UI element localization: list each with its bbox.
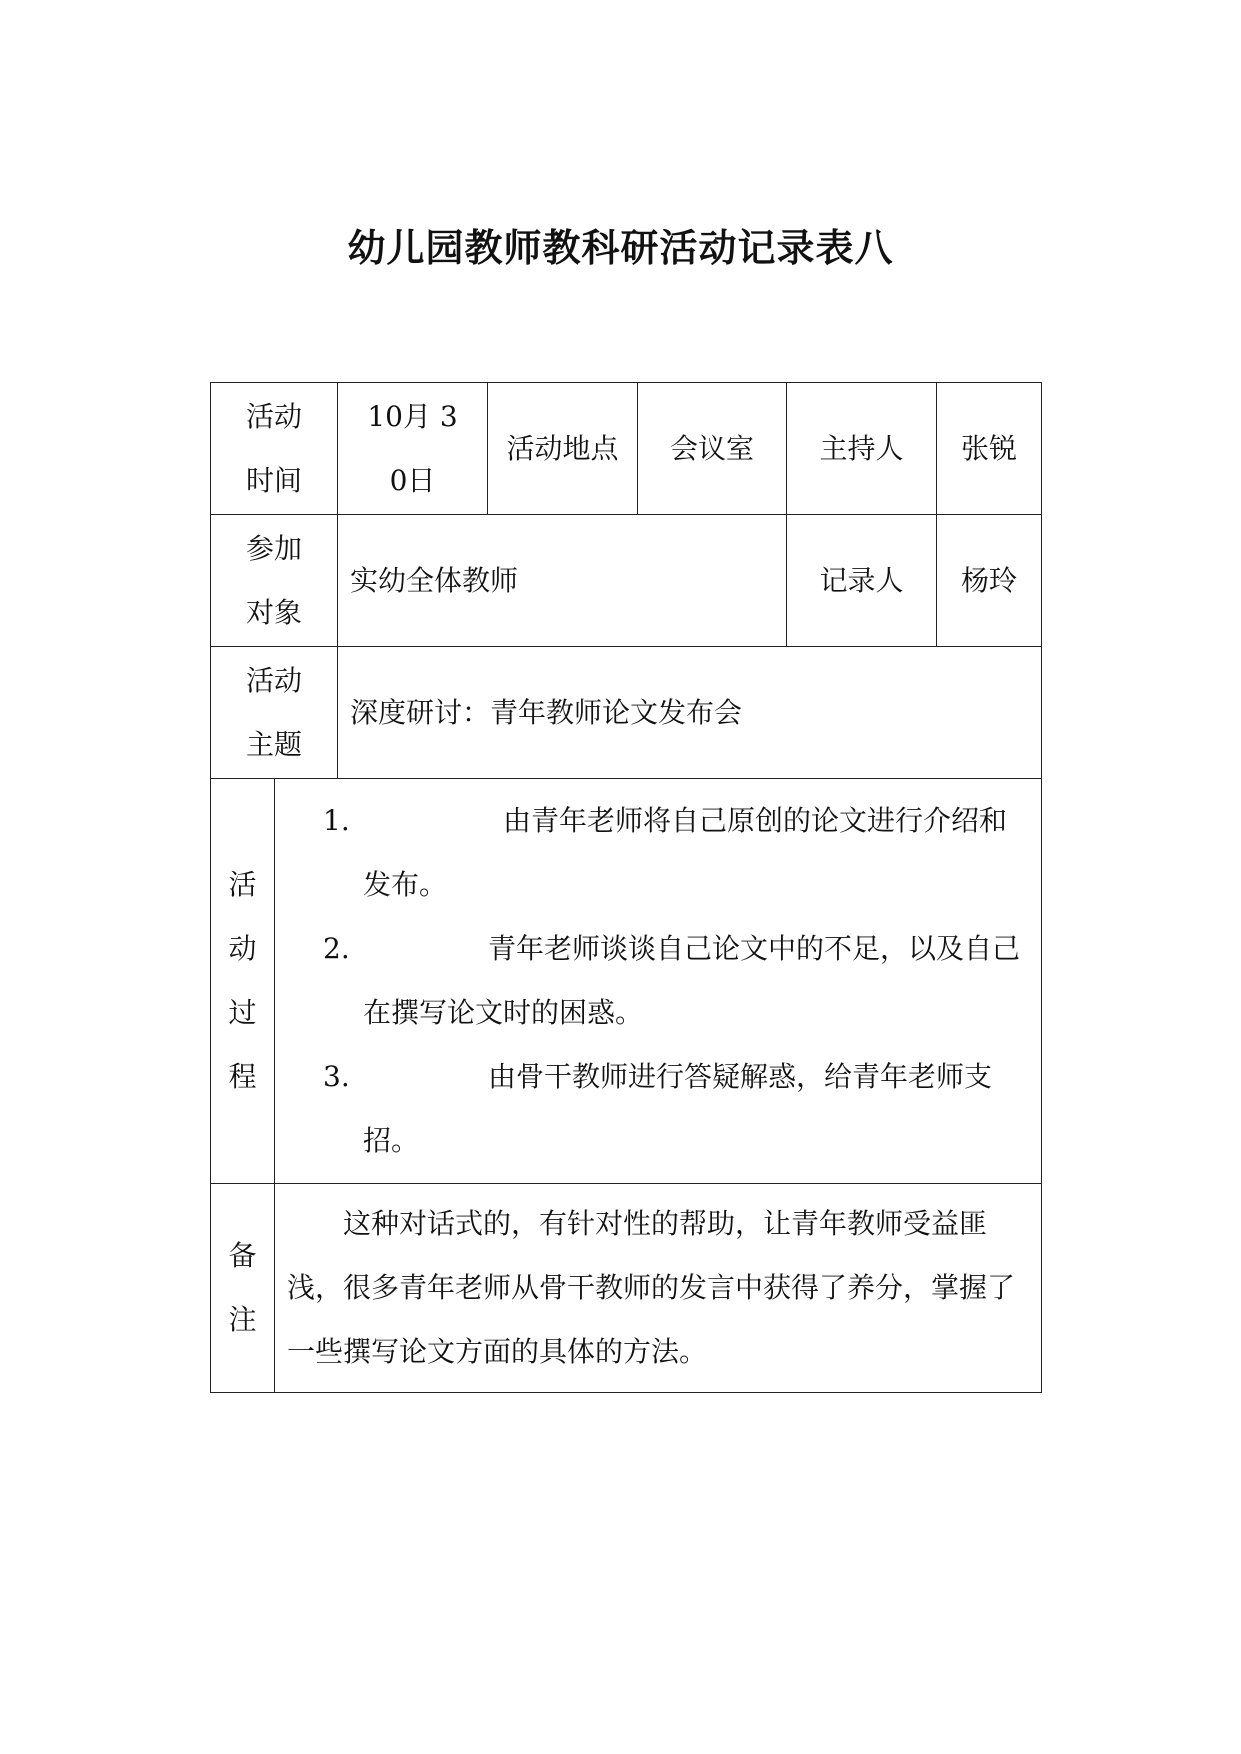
process-item-text: 由骨干教师进行答疑解惑，给青年老师支招。 [363,1060,993,1157]
table-row [211,779,1042,1184]
notes-text: 这种对话式的，有针对性的帮助，让青年教师受益匪浅，很多青年老师从骨干教师的发言中获得了养分，掌握了一些撰写论文方面的具体的方法。 [287,1207,1016,1368]
recorder-label: 记录人 [819,563,904,597]
process-item-text: 青年老师谈谈自己论文中的不足，以及自己在撰写论文时的困惑。 [363,932,1021,1029]
page-title: 幼儿园教师教科研活动记录表八 [347,225,894,270]
place-label: 活动地点 [506,431,619,465]
recorder-label-cell [787,515,937,647]
process-item-number: 3. [323,1060,350,1093]
process-item-number: 2. [323,932,350,965]
process-item-text: 由青年老师将自己原创的论文进行介绍和发布。 [363,804,1008,901]
theme-label-cell [211,647,338,779]
host-value-cell [937,383,1042,515]
table-row [211,383,1042,515]
place-value: 会议室 [670,431,755,465]
time-value-cell [338,383,488,515]
theme-value: 深度研讨：青年教师论文发布会 [350,695,743,729]
notes-label-cell [211,1184,275,1393]
time-label-cell [211,383,338,515]
participants-label: 参加对象 [246,531,303,629]
participants-value: 实幼全体教师 [350,563,519,597]
process-content-cell [275,779,1042,1184]
table-row [211,515,1042,647]
time-label: 活动时间 [246,399,303,497]
process-label: 活动过程 [228,868,257,1093]
host-value: 张锐 [961,431,1018,465]
theme-value-cell [338,647,1042,779]
notes-label: 备注 [228,1239,257,1336]
process-label-cell [211,779,275,1184]
notes-content-cell [275,1184,1042,1393]
host-label-cell [787,383,937,515]
time-value: 10月 30日 [367,399,458,497]
participants-label-cell [211,515,338,647]
process-item-1 [323,789,1031,917]
theme-label: 活动主题 [246,663,303,761]
place-label-cell [488,383,638,515]
table-row [211,1184,1042,1393]
host-label: 主持人 [819,431,904,465]
recorder-value: 杨玲 [961,563,1018,597]
recorder-value-cell [937,515,1042,647]
place-value-cell [638,383,787,515]
participants-value-cell [338,515,787,647]
activity-record-table [210,382,1042,1393]
table-row [211,647,1042,779]
process-item-2 [323,917,1031,1045]
process-item-3 [323,1045,1031,1173]
process-item-number: 1. [323,804,350,837]
